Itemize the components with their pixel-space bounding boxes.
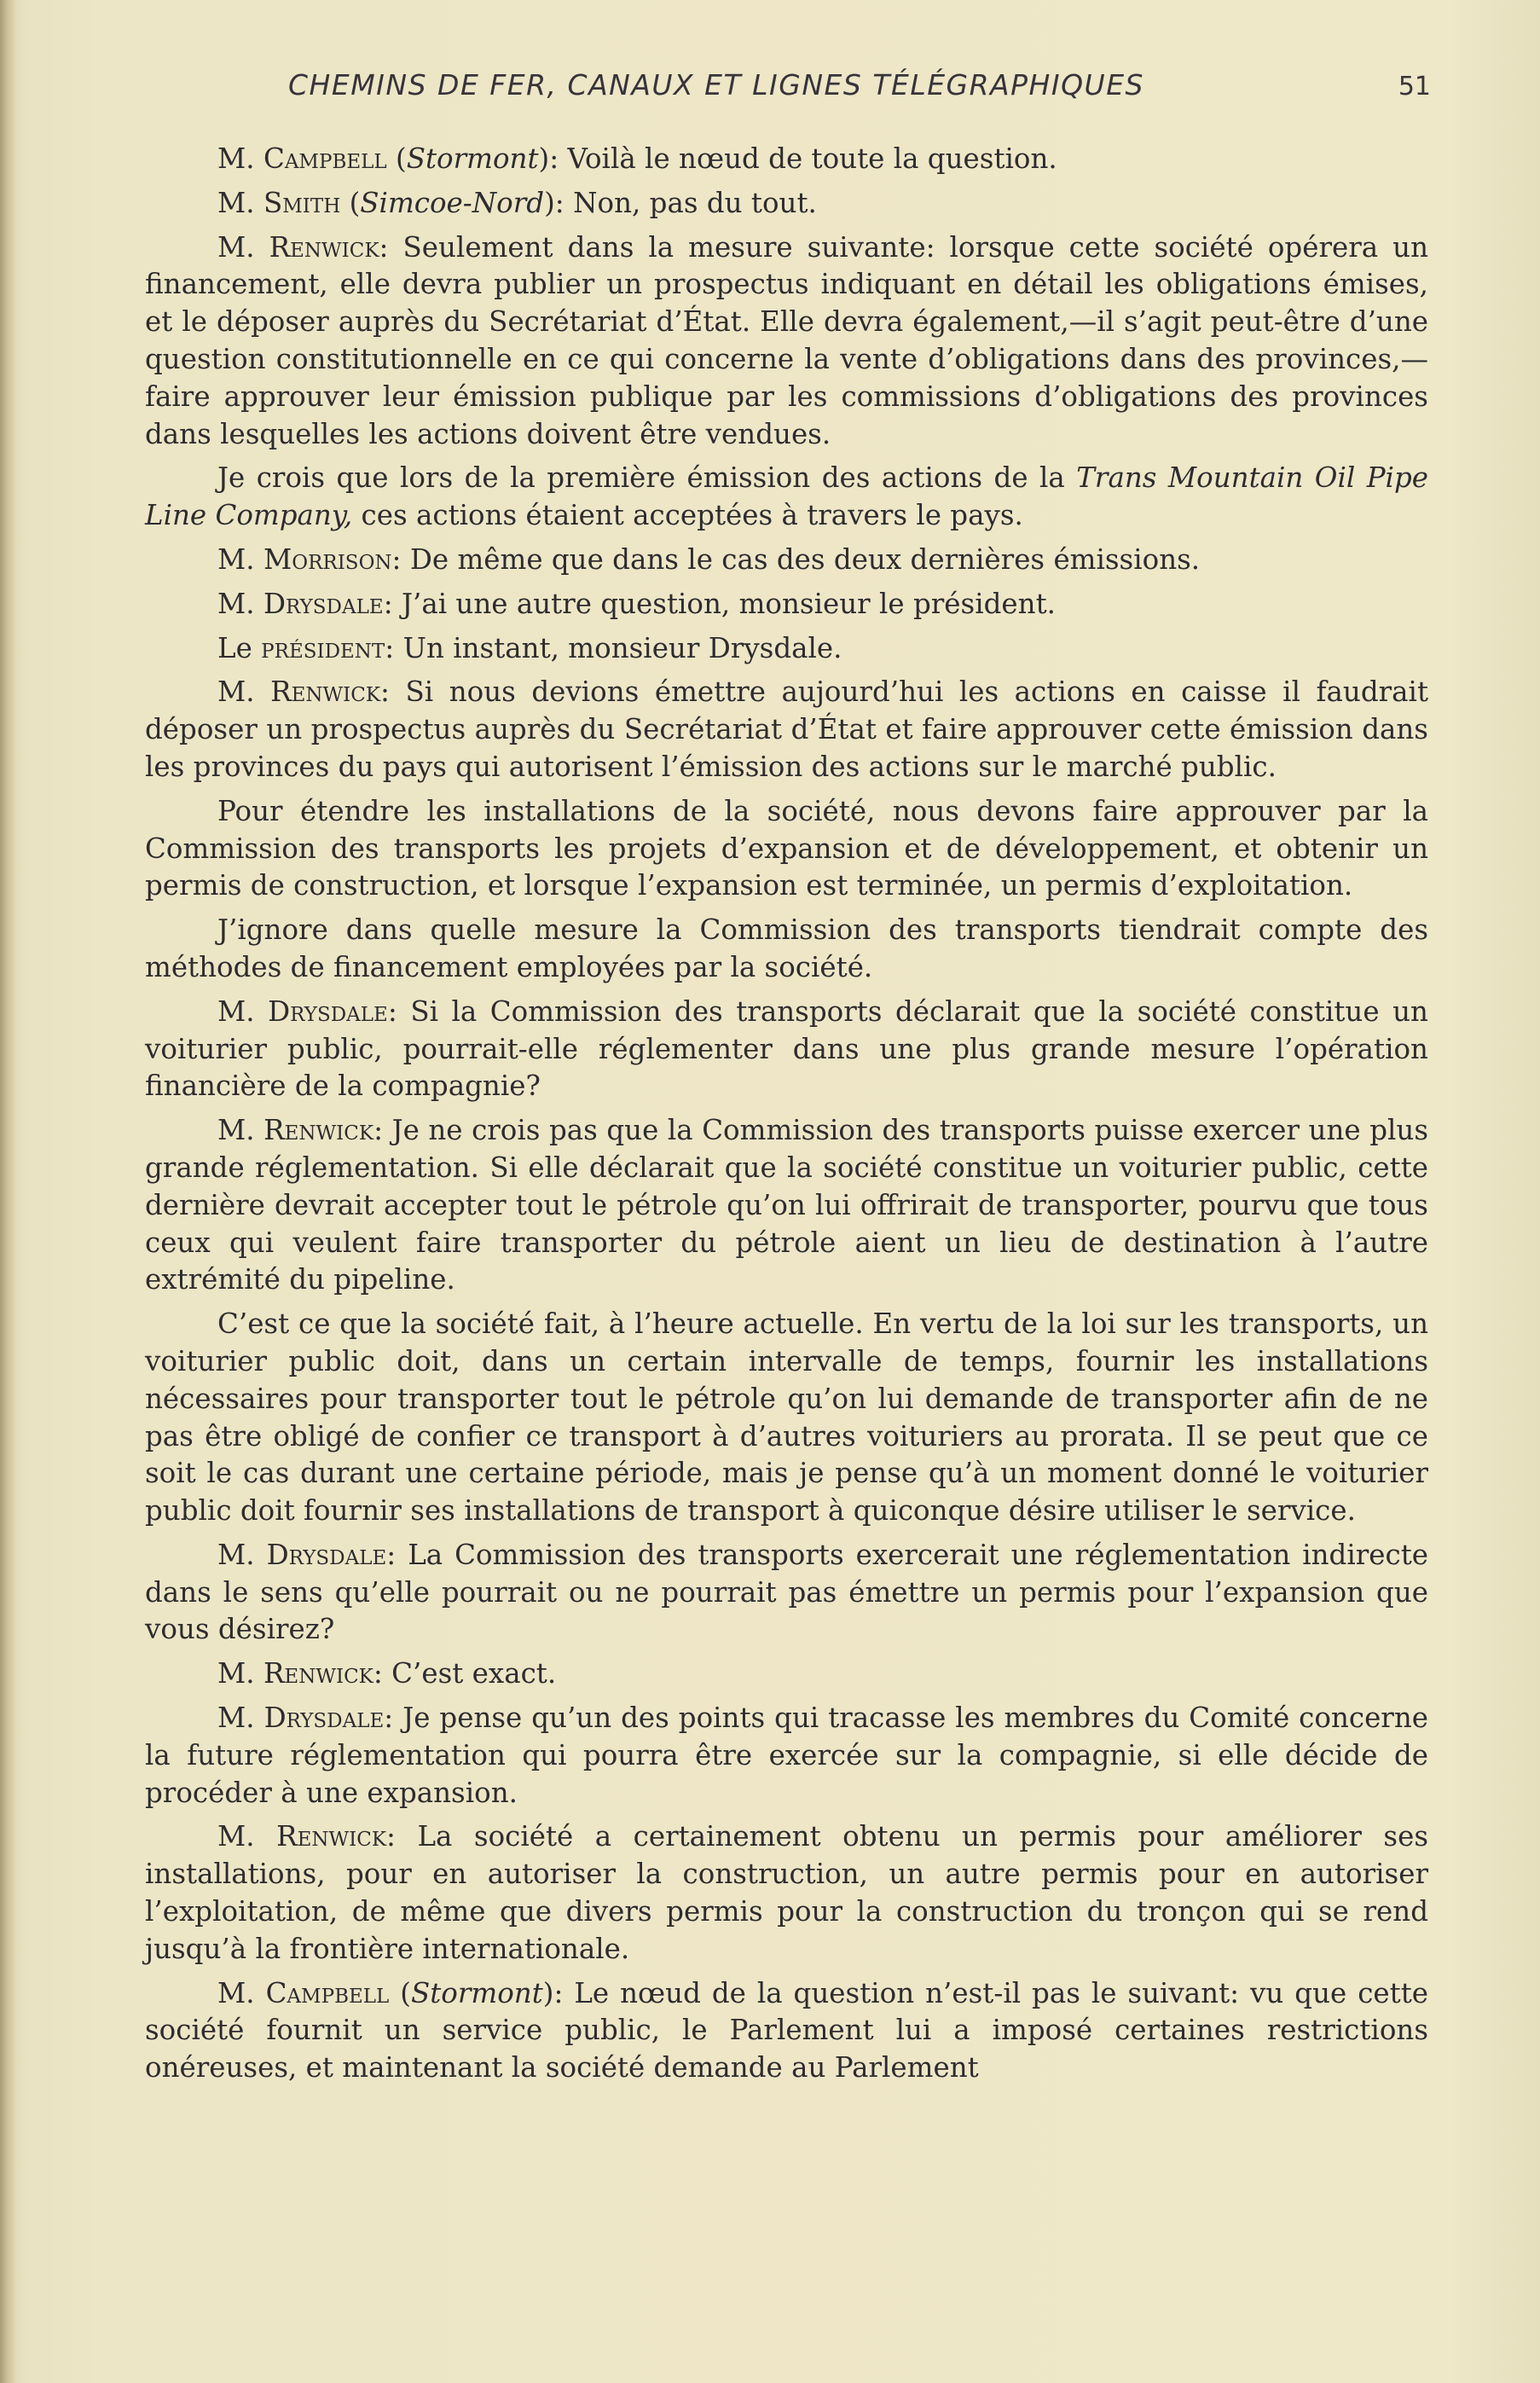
speaker-name: Renwick bbox=[276, 1820, 387, 1853]
riding: Simcoe-Nord bbox=[360, 186, 545, 219]
paragraph: M. Smith (Simcoe-Nord): Non, pas du tout. bbox=[217, 186, 817, 219]
company-name: Trans Mountain Oil Pipe Line Company, bbox=[145, 461, 1428, 532]
paragraph: J’ignore dans quelle mesure la Commission des transports tiendrait compte des méthodes de financement employées par la société. bbox=[145, 913, 1428, 983]
speaker-name: Renwick bbox=[263, 1657, 373, 1690]
speaker-name: Renwick bbox=[263, 1114, 374, 1147]
paragraph: M. Drysdale: La Commission des transports exercerait une réglementation indirecte dans le sens qu’elle pourrait ou ne pourrait pas émettre un permis pour l’expansion que vous désirez? bbox=[145, 1538, 1429, 1646]
paragraph: M. Renwick: C’est exact. bbox=[217, 1657, 557, 1690]
paragraph: M. Drysdale: Si la Commission des transports déclarait que la société constitue un voiturier public, pourrait-elle réglementer dans une plus grande mesure l’opération financière de la compagnie? bbox=[145, 994, 1428, 1103]
body-text bbox=[145, 141, 1428, 2094]
speaker-name: Renwick bbox=[270, 675, 381, 709]
speaker-name: Morrison bbox=[263, 542, 392, 576]
speaker-name: Drysdale bbox=[266, 1538, 387, 1571]
speaker-name: Campbell bbox=[263, 142, 387, 175]
speaker-name: président bbox=[261, 631, 385, 664]
paragraph: M. Renwick: Je ne crois pas que la Commission des transports puisse exercer une plus grande réglementation. Si elle déclarait que la société constitue un voiturier public, cette dernière devrait accepter tout le pétrole qu’on lui offrirait de transporter, pourvu que tous ceux qui veulent faire transporter du pétrole aient un lieu de destination à l’autre extrémité du pipeline. bbox=[145, 1114, 1428, 1296]
running-header bbox=[288, 68, 1431, 111]
paragraph: M. Renwick: La société a certainement obtenu un permis pour améliorer ses installations, pour en autoriser la construction, un autre permis pour en autoriser l’exploitation, de même que divers permis pour la construction du tronçon qui se rend jusqu’à la frontière internationale. bbox=[145, 1820, 1429, 1965]
speaker-name: Renwick bbox=[269, 230, 379, 264]
paragraph: M. Drysdale: J’ai une autre question, monsieur le président. bbox=[217, 587, 1056, 620]
paragraph: C’est ce que la société fait, à l’heure actuelle. En vertu de la loi sur les transports, un voiturier public doit, dans un certain intervalle de temps, fournir les installations nécessaires pour transporter tout le pétrole qu’on lui demande de transporter afin de ne pas être obligé de confier ce transport à d’autres voituriers au prorata. Il se peut que ce soit le cas durant une certaine période, mais je pense qu’à un moment donné le voiturier public doit fournir ses installations de transport à quiconque désire utiliser le service. bbox=[145, 1307, 1428, 1528]
paragraph: M. Morrison: De même que dans le cas des deux dernières émissions. bbox=[217, 542, 1201, 576]
speaker-name: Drysdale bbox=[268, 994, 388, 1028]
paragraph: Je crois que lors de la première émission des actions de la Trans Mountain Oil Pipe Line Company, ces actions étaient acceptées à travers le pays. bbox=[145, 461, 1428, 532]
paragraph: M. Renwick: Si nous devions émettre aujourd’hui les actions en caisse il faudrait déposer un prospectus auprès du Secrétariat d’État et faire approuver cette émission dans les provinces du pays qui autorisent l’émission des actions sur le marché public. bbox=[145, 675, 1429, 783]
paragraph: M. Drysdale: Je pense qu’un des points qui tracasse les membres du Comité concerne la future réglementation qui pourra être exercée sur la compagnie, si elle décide de procéder à une expansion. bbox=[145, 1702, 1429, 1809]
paragraph: M. Campbell (Stormont): Le nœud de la question n’est-il pas le suivant: vu que cette société fournit un service public, le Parlement lui a imposé certaines restrictions onéreuses, et maintenant la société demande au Parlement bbox=[145, 1976, 1428, 2084]
paragraph: M. Renwick: Seulement dans la mesure suivante: lorsque cette société opérera un financement, elle devra publier un prospectus indiquant en détail les obligations émises, et le déposer auprès du Secrétariat d’État. Elle devra également,—il s’agit peut-être d’une question constitutionnelle en ce qui concerne la vente d’obligations dans des provinces,—faire approuver leur émission publique par les commissions d’obligations des provinces dans lesquelles les actions doivent être vendues. bbox=[145, 230, 1429, 450]
page-number: 51 bbox=[1398, 72, 1431, 101]
speaker-name: Drysdale bbox=[263, 587, 384, 620]
page-binding-edge bbox=[0, 0, 15, 2383]
paragraph: Le président: Un instant, monsieur Drysdale. bbox=[217, 631, 842, 664]
paragraph: Pour étendre les installations de la société, nous devons faire approuver par la Commission des transports les projets d’expansion et de développement, et obtenir un permis de construction, et lorsque l’expansion est terminée, un permis d’exploitation. bbox=[145, 794, 1428, 902]
speaker-name: Smith bbox=[263, 186, 341, 219]
riding: Stormont bbox=[406, 142, 539, 175]
riding: Stormont bbox=[410, 1976, 543, 2009]
paragraph: M. Campbell (Stormont): Voilà le nœud de toute la question. bbox=[217, 142, 1057, 175]
speaker-name: Campbell bbox=[265, 1976, 390, 2009]
speaker-name: Drysdale bbox=[263, 1702, 385, 1735]
running-title: CHEMINS DE FER, CANAUX ET LIGNES TÉLÉGRAPHIQUES bbox=[288, 68, 1145, 101]
